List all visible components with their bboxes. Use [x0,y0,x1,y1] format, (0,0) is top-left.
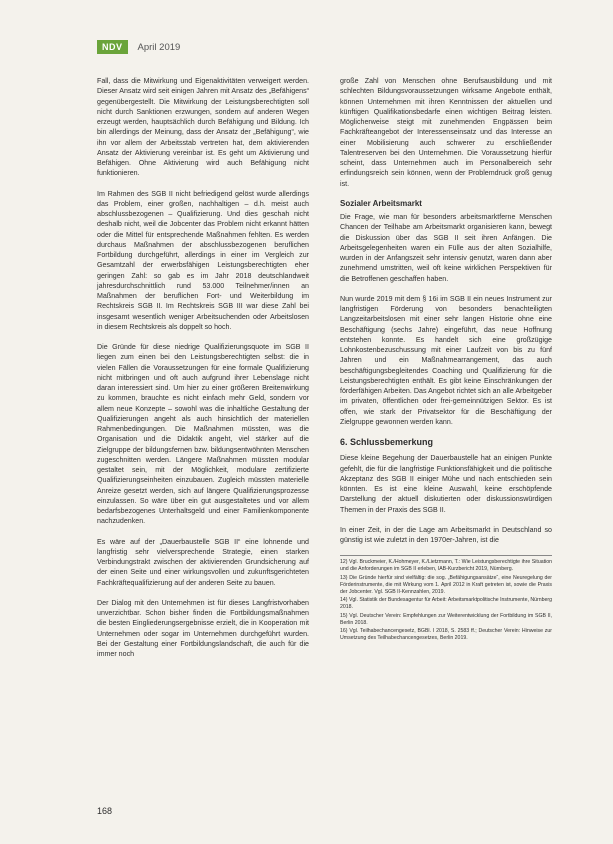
paragraph: Die Gründe für diese niedrige Qualifizierungsquote im SGB II liegen zum einen bei den Leistungsberechtigten selbst: die in vielen Fällen die Voraussetzungen für eine formale Qualifizierung nicht mitbringen und oft auch aufgrund ihrer Lebenslage nicht daran interessiert sind. Um hier zu einer größeren Breitenwirkung zu kommen, brauchte es nicht einfach mehr Geld, sondern vor allem neue Konzepte – sowohl was die inhaltliche Gestaltung der Qualifizierungen angeht als auch hinsichtlich der materiellen Rahmenbedingungen. Die Maßnahmen müssten, was die Organisation und die Didaktik angeht, viel stärker auf die Zielgruppe der bildungsfernen bzw. bildungsentwöhnten Menschen zugeschnitten werden. Längere Maßnahmen müssten modular gestaltet sein, mit der Möglichkeit, modulare zertifizierte Qualifizierungseinheiten einzubauen. Zugleich müssten materielle Anreize gesetzt werden, sich auf längere Qualifizierungsprozesse einzulassen. So wäre über ein gut ausgestaltetes und vor allem bedarfsbezogenes Unterhaltsgeld und einer Familienkomponente nachzudenken. [97,343,309,526]
paragraph: Die Frage, wie man für besonders arbeitsmarktferne Menschen Chancen der Teilhabe am Arbeitsmarkt organisieren kann, bewegt die Diskussion über das SGB II seit ihren Anfängen. Die Arbeitsgelegenheiten waren ein Fülle aus der alten Sozialhilfe, wurden in der Anfangszeit sehr intensiv genutzt, waren dann aber zunehmend umstritten, weil oft keine wirklichen Perspektiven für die Betroffenen geschaffen haben. [340,213,552,283]
paragraph: In einer Zeit, in der die Lage am Arbeitsmarkt in Deutschland so günstig ist wie zuletzt in den 1970er-Jahren, ist die [340,525,552,544]
footnote: 12) Vgl. Bruckmeier, K./Hohmeyer, K./Lietzmann, T.: Wie Leistungsberechtigte ihre Situation und die Anforderungen im SGB II erleben, IAB-Kurzbericht 2019, Nürnberg. [340,559,552,573]
section-heading: Sozialer Arbeitsmarkt [340,198,422,208]
right-column [340,76,552,643]
page-number: 168 [97,806,113,816]
footnote: 15) Vgl. Deutscher Verein: Empfehlungen zur Weiterentwicklung der Fortbildung im SGB II, Berlin 2018. [340,612,552,626]
footnote: 16) Vgl. Teilhabechancengesetz, BGBl. I 2018, S. 2583 ff.; Deutscher Verein: Hinweise zur Umsetzung des Teilhabechancengesetzes, Berlin 2019. [340,628,552,642]
footnote: 14) Vgl. Statistik der Bundesagentur für Arbeit: Arbeitsmarktpolitische Instrumente, Nürnberg 2018. [340,597,552,611]
paragraph: Diese kleine Begehung der Dauerbaustelle hat an einigen Punkte gefehlt, die für die langfristige Funktionsfähigkeit und die politische Akzeptanz des SGB II einiger Mühe und nach entschieden sein könnten. Es ist eine kleine Auswahl, keine erschöpfende Darstellung der aktuell diskutierten oder diskussionswürdigen Themen in der Praxis des SGB II. [340,454,552,514]
paragraph: Der Dialog mit den Unternehmen ist für dieses Langfristvorhaben unverzichtbar. Schon bisher finden die Fortbildungsmaßnahmen die besten Eingliederungsergebnisse erzielt, die in Kooperation mit Unternehmen oder sogar im Unternehmen durchgeführt wurden. Bei der Gestaltung einer Fortbildungslandschaft, die auch für die immer noch [97,598,309,658]
left-column [97,76,309,669]
issue-date: April 2019 [137,41,181,53]
paragraph: große Zahl von Menschen ohne Berufsausbildung und mit schlechten Bildungsvoraussetzungen wirksame Angebote enthält, können Unternehmen mit ihren Kenntnissen der aktuellen und künftigen Qualifikationsbedarfe einen wichtigen Beitrag leisten. Möglicherweise steigt mit zunehmenden Engpässen beim Fachkräfteangebot der Interessenseinsatz und das Interesse an einer Mobilisierung auch schwerer zu erschließender Talentreserven bei den Unternehmen. Die Voraussetzung hierfür scheint, dass Unternehmen auch im Personalbereich sehr erfindungsreich sein können, wenn der Problemdruck groß genug ist. [340,77,552,188]
footnote: 13) Die Gründe hierfür sind vielfältig: die sog. „Befähigungsansätze“, eine Neuregelung der Förderinstrumente, die mit Wirkung vom 1. April 2012 in Kraft getreten ist, sowie die Praxis der Jobcenter. Vgl. SGB II-Kennzahlen, 2019. [340,574,552,596]
journal-badge: NDV [97,40,128,54]
chapter-heading: 6. Schlussbemerkung [340,437,434,447]
paragraph: Nun wurde 2019 mit dem § 16i im SGB II ein neues Instrument zur langfristigen Förderung von besonders benachteiligten Langzeitarbeitslosen mit einer sehr langen Historie ohne eine Beschäftigung (sechs Jahre) eingeführt, das neue Hoffnung entstehen konnte. Es handelt sich eine großzügige Lohnkostenbezuschussung mit einer Laufzeit von bis zu fünf Jahren und ein Maßnahmearrangement, das auch beschäftigungsbegleitendes Coaching und Qualifizierung für die Leistungsberechtigten enthält. Es gibt keine Einschränkungen der förderfähigen Arbeiten. Das Angebot richtet sich an alle Arbeitgeber im privaten, öffentlichen oder frei-gemeinnützigen Sektor. Es ist offen, wie stark der Privatsektor für die Beschäftigung der Zielgruppe gewonnen werden kann. [340,294,552,426]
footnotes [340,555,552,642]
paragraph: Es wäre auf der „Dauerbaustelle SGB II“ eine lohnende und langfristig sehr vielversprechende Strategie, einen starken Verbindungstrakt zwischen der aktivierenden Grundsicherung auf der einen Seite und einer wirkungsvollen und zukunftsgerichteten Fachkräftequalifizierung auf der anderen Seite zu bauen. [97,537,309,587]
paragraph: Im Rahmen des SGB II nicht befriedigend gelöst wurde allerdings das Problem, einer großen, nachhaltigen – d.h. meist auch abschlussbezogenen – Qualifizierung. Und dies geschah nicht deshalb nicht, weil die Jobcenter das Problem nicht erkannt hätten oder die Mittel für entsprechende Maßnahmen fehlten. Es werden durchaus Maßnahmen der abschlussbezogenen beruflichen Fortbildung durchgeführt, allerdings in einer im Vergleich zur Gesamtzahl der erwerbsfähigen Leistungsberechtigten eher geringen Zahl: so gab es im Jahr 2018 deutschlandweit jahresdurchschnittlich rund 53.000 Teilnehmer/innen an Maßnahmen der beruflichen Fort- und Weiterbildung im Rechtskreis SGB II. Im Rechtskreis SGB III war diese Zahl bei insgesamt wesentlich weniger Arbeitsuchenden oder Arbeitslosen in diesem Rechtskreis als doppelt so hoch. [97,189,309,331]
paragraph: Fall, dass die Mitwirkung und Eigenaktivitäten verweigert werden. Dieser Ansatz wird seit einigen Jahren mit Ansatz des „Befähigens“ gegenübergestellt. Die Mitwirkung der Leistungsberechtigten soll nicht durch Sanktionen erzwungen, sondern auf anderen Wegen erzeugt werden, hauptsächlich durch Befähigung und Bildung. Ich bin allerdings der Meinung, dass der Ansatz der „Befähigung“, wie ihn vor allem der Arbeitsstab vertreten hat, dem aktivierenden Ansatz der Aktivierung vereinbar ist. Es geht um Aktivierung und Befähigen. Ohne Aktivierung wird auch Befähigung nicht funktionieren. [97,77,309,178]
page-header [97,40,180,54]
